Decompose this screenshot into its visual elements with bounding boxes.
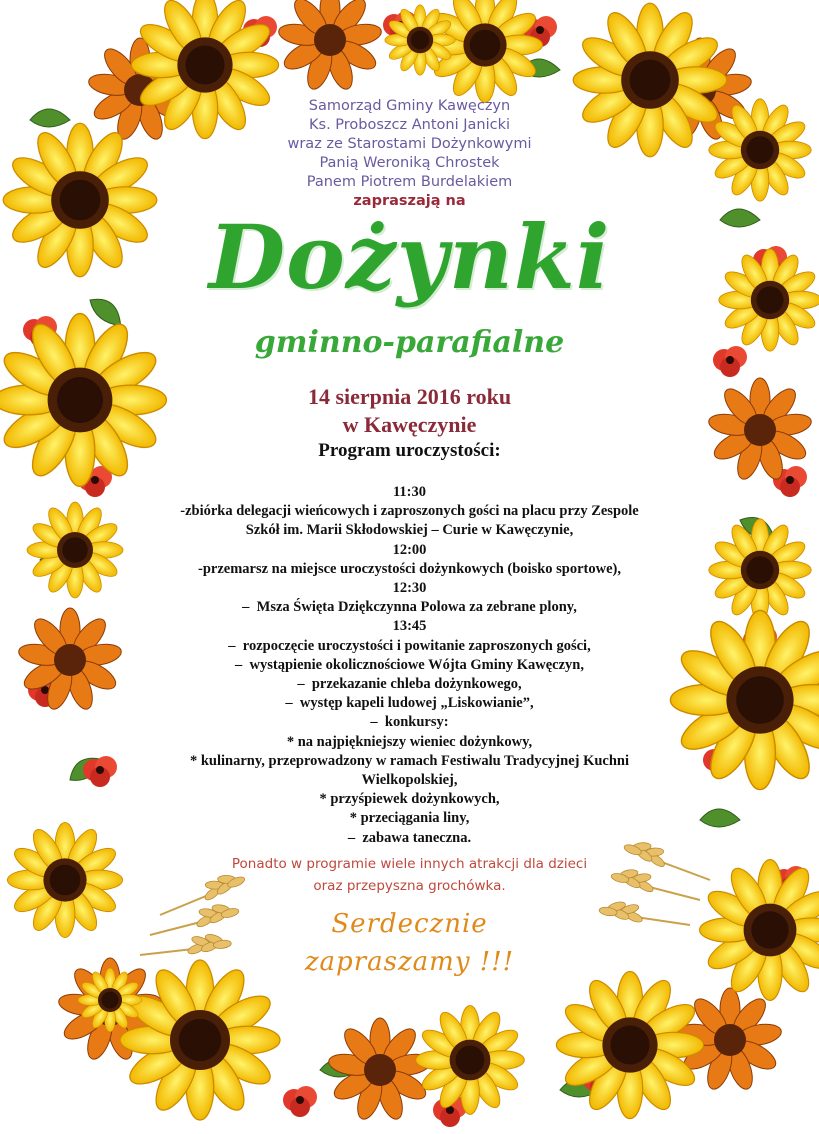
program-line: 11:30: [392, 484, 427, 500]
program-line: – konkursy:: [370, 714, 449, 731]
intro-line-priest: Ks. Proboszcz Antoni Janicki: [309, 117, 510, 133]
program-line: – rozpoczęcie uroczystości i powitanie zaproszonych gości,: [228, 637, 591, 654]
intro-line-harvest-hosts: wraz ze Starostami Dożynkowymi: [287, 136, 532, 152]
program-line: * kulinarny, przeprowadzony w ramach Festiwalu Tradycyjnej Kuchni: [189, 752, 630, 769]
program-line: -zbiórka delegacji wieńcowych i zaproszonych gości na placu przy Zespole: [180, 503, 639, 520]
program-line: – Msza Święta Dziękczynna Polowa za zebrane plony,: [242, 599, 577, 616]
intro-block: [0, 97, 819, 211]
extra-attractions: [0, 853, 819, 897]
program-line: – wystąpienie okolicznościowe Wójta Gminy Kawęczyn,: [235, 656, 584, 673]
program-line: -przemarsz na miejsce uroczystości dożynkowych (boisko sportowe),: [198, 560, 621, 577]
page-title: Dożynki: [208, 205, 611, 309]
event-date: [0, 383, 819, 439]
intro-line-host-woman: Panią Weroniką Chrostek: [319, 155, 500, 171]
program-line: 12:30: [392, 580, 427, 597]
program-line: 12:00: [392, 541, 427, 558]
program-line: * przeciągania liny,: [349, 810, 470, 827]
program-line: – zabawa taneczna.: [347, 829, 472, 846]
program-line: Wielkopolskiej,: [361, 772, 458, 789]
intro-line-municipality: Samorząd Gminy Kawęczyn: [308, 98, 511, 114]
intro-line-host-man: Panem Piotrem Burdelakiem: [306, 174, 513, 190]
program-line: – występ kapeli ludowej „Liskowianie”,: [285, 695, 534, 712]
program-list: [0, 483, 819, 848]
event-date-line: 14 sierpnia 2016 roku: [307, 384, 512, 409]
program-line: 13:45: [392, 618, 427, 635]
extra-line: oraz przepyszna grochówka.: [313, 878, 506, 894]
closing-line: Serdecznie: [331, 909, 488, 939]
extra-line: Ponadto w programie wiele innych atrakcji dla dzieci: [231, 856, 588, 872]
event-location-line: w Kawęczynie: [342, 412, 477, 437]
program-line: * przyśpiewek dożynkowych,: [319, 791, 500, 808]
intro-invite: zapraszają na: [353, 193, 466, 209]
program-line: Szkół im. Marii Skłodowskiej – Curie w Kawęczynie,: [245, 522, 574, 539]
page-subtitle: gminno-parafialne: [254, 325, 565, 360]
closing-line: zapraszamy !!!: [304, 947, 515, 977]
program-line: – przekazanie chleba dożynkowego,: [297, 676, 522, 693]
closing-invitation: [0, 905, 819, 981]
program-title: Program uroczystości:: [318, 440, 501, 461]
program-line: * na najpiękniejszy wieniec dożynkowy,: [286, 733, 533, 750]
